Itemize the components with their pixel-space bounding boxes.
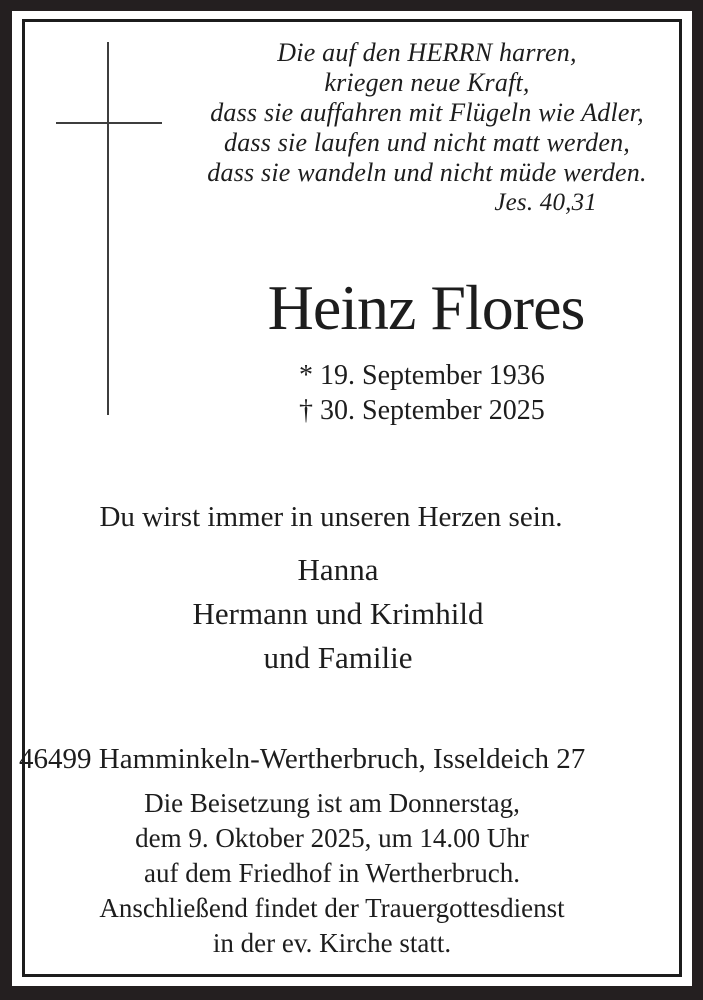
verse-line: dass sie laufen und nicht matt werden, [224, 128, 630, 157]
verse-attribution: Jes. 40,31 [494, 189, 597, 216]
memorial-card [12, 11, 692, 986]
mourner-name: Hanna [297, 552, 379, 587]
funeral-info-line: Die Beisetzung ist am Donnerstag, [144, 788, 520, 818]
condolence-message: Du wirst immer in unseren Herzen sein. [99, 501, 563, 533]
birth-date-line: * 19. September 1936 [299, 360, 545, 391]
cross-horizontal-bar [56, 122, 162, 124]
mourners-list [138, 548, 538, 680]
cross-vertical-bar [107, 42, 109, 415]
mourner-name: und Familie [263, 640, 413, 675]
funeral-info-line: Anschließend findet der Trauergottesdienst [99, 893, 565, 923]
life-dates [299, 358, 545, 428]
scripture-verse [177, 38, 677, 218]
death-date-line: † 30. September 2025 [299, 395, 545, 426]
mourner-name: Hermann und Krimhild [192, 596, 484, 631]
verse-line: Die auf den HERRN harren, [277, 38, 577, 67]
deceased-name: Heinz Flores [267, 272, 585, 343]
address-line: 46499 Hamminkeln-Wertherbruch, Isseldeich 27 [19, 743, 586, 775]
verse-line: kriegen neue Kraft, [324, 68, 530, 97]
funeral-info-line: in der ev. Kirche statt. [212, 928, 452, 958]
funeral-details [52, 786, 612, 961]
verse-line: dass sie auffahren mit Flügeln wie Adler, [210, 98, 644, 127]
funeral-info-line: auf dem Friedhof in Wertherbruch. [144, 858, 520, 888]
funeral-info-line: dem 9. Oktober 2025, um 14.00 Uhr [135, 823, 529, 853]
verse-line: dass sie wandeln und nicht müde werden. [207, 158, 647, 187]
